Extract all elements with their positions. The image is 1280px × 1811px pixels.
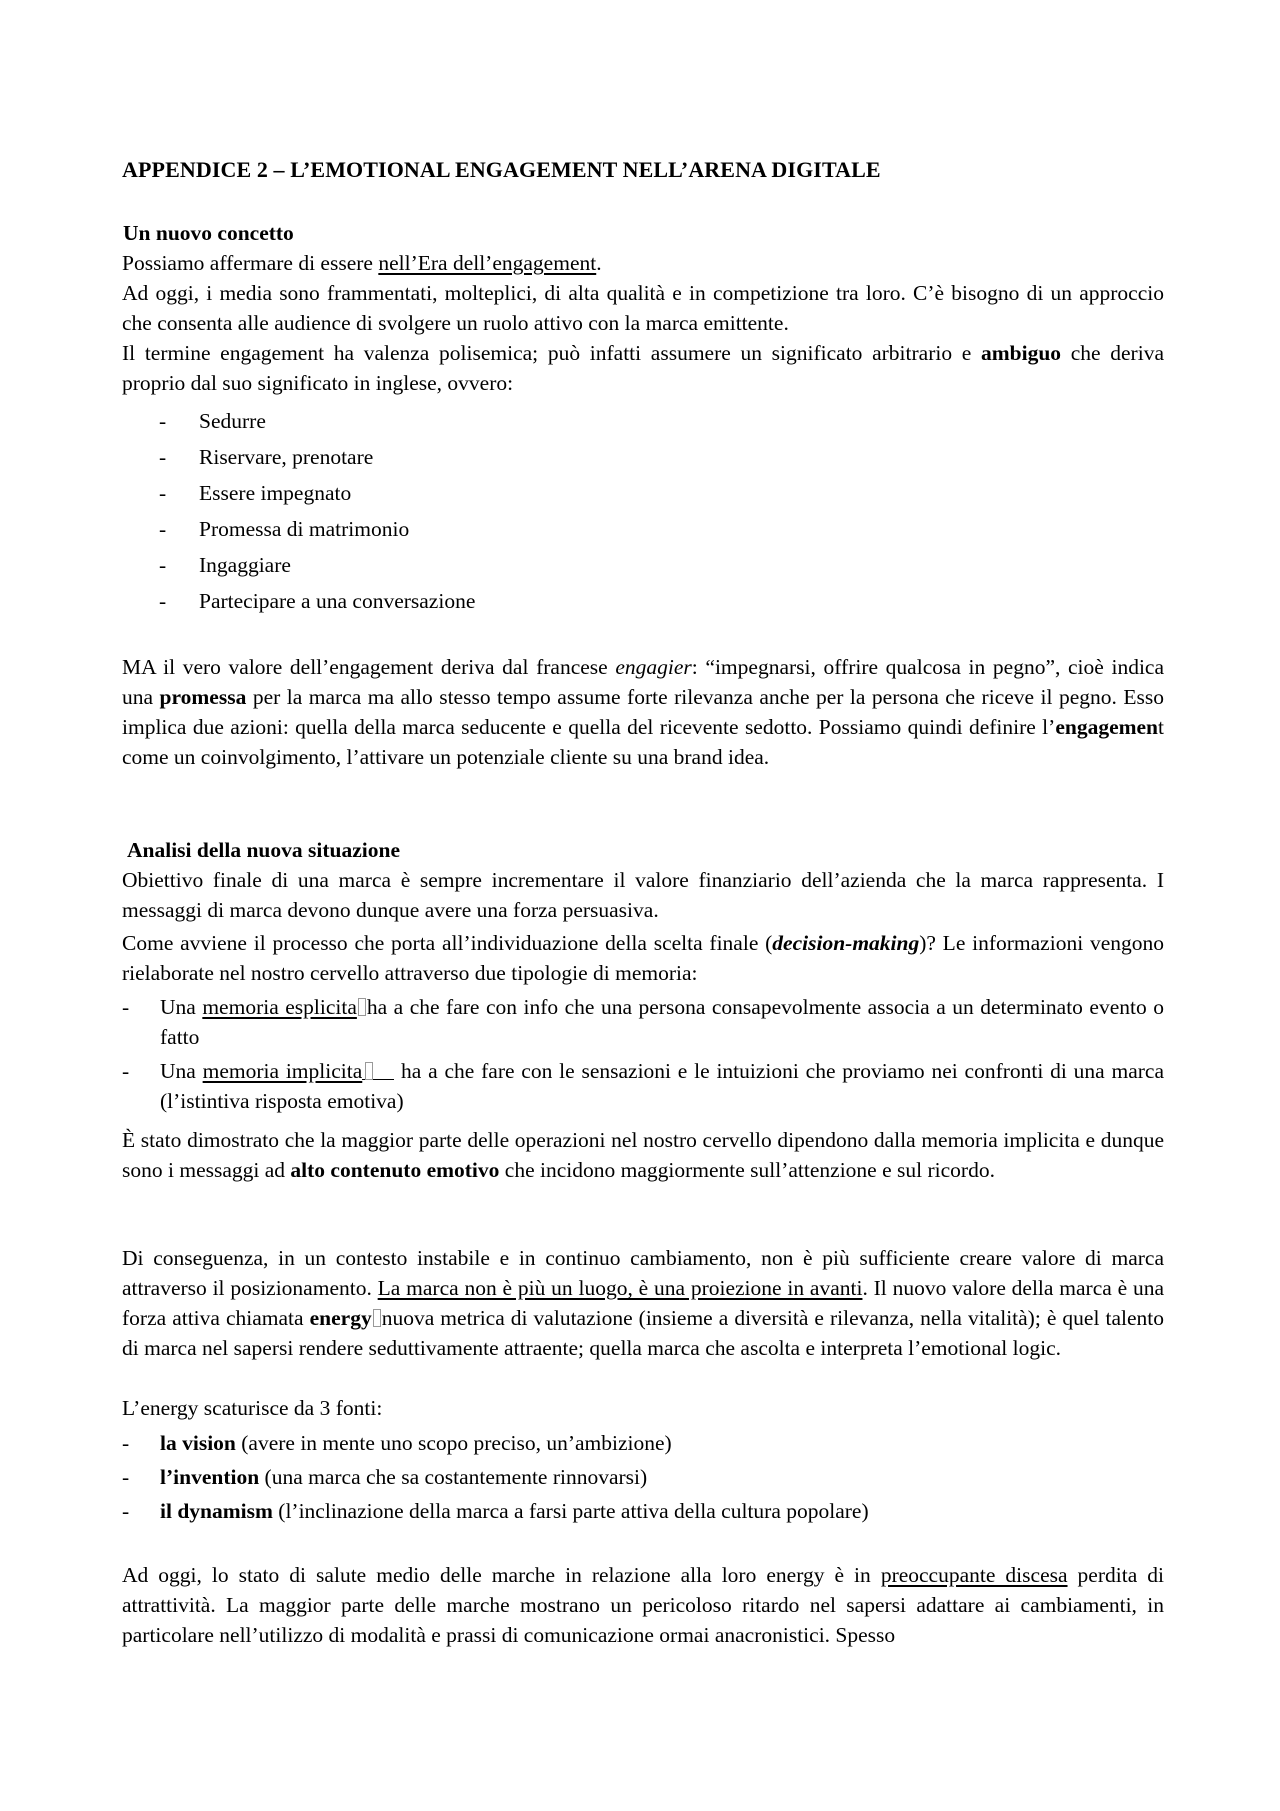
meanings-list (122, 403, 1164, 619)
list-item: - Riservare, prenotare (159, 445, 374, 469)
missing-glyph-box (362, 1061, 394, 1080)
paragraph-memoria-implicita: È stato dimostrato che la maggior parte delle operazioni nel nostro cervello dipendono dalla memoria implicita e dunque sono i messaggi ad alto contenuto emotivo che incidono maggiormente sull’attenzione e sul ricordo. (122, 1128, 1164, 1182)
missing-glyph-box (358, 998, 366, 1016)
paragraph-engagier: MA il vero valore dell’engagement deriva dal francese engagier: “impegnarsi, offrire qualcosa in pegno”, cioè indica una promessa per la marca ma allo stesso tempo assume forte rilevanza anche per la persona che riceve il pegno. Esso implica due azioni: quella della marca seducente e quella del ricevente sedotto. Possiamo quindi definire l’engagement come un coinvolgimento, l’attivare un potenziale cliente su una brand idea. (122, 655, 1165, 769)
list-item: - Ingaggiare (159, 553, 291, 577)
list-item: - Partecipare a una conversazione (159, 589, 476, 613)
list-item: - Essere impegnato (159, 481, 352, 505)
paragraph-media: Ad oggi, i media sono frammentati, molteplici, di alta qualità e in competizione tra loro. C’è bisogno di un approccio che consenta alle audience di svolgere un ruolo attivo con la marca emittente. (122, 281, 1164, 335)
paragraph-polisemica: Il termine engagement ha valenza polisemica; può infatti assumere un significato arbitrario e ambiguo che deriva proprio dal suo significato in inglese, ovvero: (122, 341, 1164, 395)
paragraph-stato-salute: Ad oggi, lo stato di salute medio delle marche in relazione alla loro energy è in preoccupante discesa perdita di attrattività. La maggior parte delle marche mostrano un pericoloso ritardo nel sapersi adattare ai cambiamenti, in particolare nell’utilizzo di modalità e prassi di comunicazione ormai anacronistici. Spesso (122, 1563, 1164, 1647)
list-item: - Promessa di matrimonio (159, 517, 410, 541)
missing-glyph-box (373, 1309, 381, 1327)
paragraph-fonti: L’energy scaturisce da 3 fonti: (122, 1396, 383, 1420)
underlined-proiezione: La marca non è più un luogo, è una proiezione in avanti (377, 1276, 863, 1300)
list-item: - Sedurre (159, 409, 266, 433)
memory-list (122, 992, 1164, 1116)
energy-sources-list (122, 1426, 1164, 1528)
paragraph-era-engagement: Possiamo affermare di essere nell’Era dell’engagement. (122, 251, 602, 275)
underlined-discesa: preoccupante discesa (880, 1563, 1068, 1587)
document-title: APPENDICE 2 – L’EMOTIONAL ENGAGEMENT NELL’ARENA DIGITALE (122, 157, 881, 182)
list-item: - il dynamism (l’inclinazione della marca a farsi parte attiva della cultura popolare) (122, 1499, 869, 1523)
section-heading-analisi: Analisi della nuova situazione (127, 838, 400, 862)
section-heading-nuovo-concetto: Un nuovo concetto (123, 221, 294, 245)
list-item-memoria-esplicita: - Una memoria esplicita ha a che fare con info che una persona consapevolmente associa a un determinato evento o fatto (122, 995, 1164, 1049)
list-item: - la vision (avere in mente uno scopo preciso, un’ambizione) (122, 1431, 672, 1455)
paragraph-energy: Di conseguenza, in un contesto instabile e in continuo cambiamento, non è più sufficiente creare valore di marca attraverso il posizionamento. La marca non è più un luogo, è una proiezione in avanti. Il nuovo valore della marca è una forza attiva chiamata energy nuova metrica di valutazione (insieme a diversità e rilevanza, nella vitalità); è quel talento di marca nel sapersi rendere seduttivamente attraente; quella marca che ascolta e interpreta l’emotional logic. (122, 1246, 1164, 1360)
list-item-memoria-implicita: - Una memoria implicita ha a che fare con le sensazioni e le intuizioni che proviamo nei confronti di una marca (l’istintiva risposta emotiva) (122, 1059, 1165, 1113)
paragraph-decision-making: Come avviene il processo che porta all’individuazione della scelta finale (decision-making)? Le informazioni vengono rielaborate nel nostro cervello attraverso due tipologie di memoria: (122, 931, 1164, 985)
underlined-era-engagement: nell’Era dell’engagement (378, 251, 597, 275)
paragraph-obiettivo: Obiettivo finale di una marca è sempre incrementare il valore finanziario dell’azienda che la marca rappresenta. I messaggi di marca devono dunque avere una forza persuasiva. (122, 868, 1164, 922)
list-item: - l’invention (una marca che sa costantemente rinnovarsi) (122, 1465, 648, 1489)
